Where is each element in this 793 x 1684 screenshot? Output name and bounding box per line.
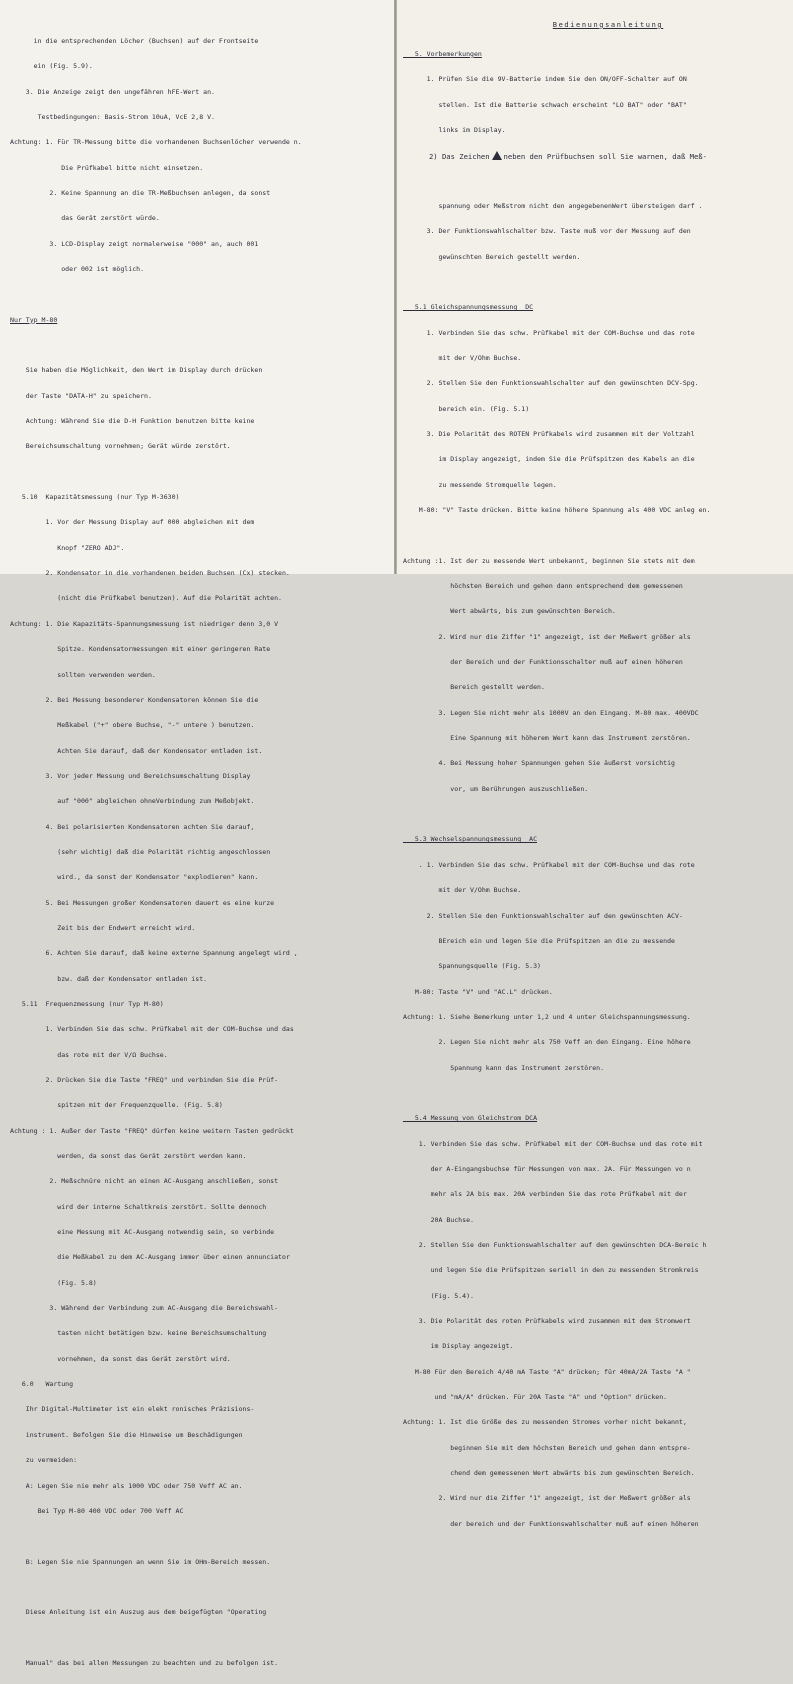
text-line: Spannung kann das Instrument zerstören. bbox=[403, 1063, 605, 1072]
section-heading: 5.4 Messung von Gleichstrom DCA bbox=[403, 1114, 538, 1123]
text-line: 3. Die Polarität des ROTEN Prüfkabels wird zusammen mit der Voltzahl bbox=[403, 429, 695, 438]
text-line: M-80 Für den Bereich 4/40 mA Taste "A" drücken; für 40mA/2A Taste "A " bbox=[403, 1367, 691, 1376]
section-heading: 5.11 Frequenzmessung (nur Typ M-80) bbox=[10, 999, 164, 1008]
text-line: 2. Meßschnüre nicht an einen AC-Ausgang anschließen, sonst bbox=[10, 1177, 279, 1186]
text-line: M-80: "V" Taste drücken. Bitte keine höhere Spannung als 400 VDC anleg en. bbox=[403, 506, 711, 514]
text-line: und "mA/A" drücken. Für 20A Taste "A" und "Option" drücken. bbox=[403, 1393, 668, 1402]
text-line: 2. Bei Messung besonderer Kondensatoren können Sie die bbox=[10, 695, 259, 704]
text-line: werden, da sonst das Gerät zerstört werden kann. bbox=[10, 1152, 247, 1161]
text-line: mit der V/Ohm Buchse. bbox=[403, 886, 522, 895]
text-line: bzw. daß der Kondensator entladen ist. bbox=[10, 974, 208, 983]
text-line: 2. Wird nur die Ziffer "1" angezeigt, ist der Meßwert größer als bbox=[403, 632, 691, 641]
text-line: spannung oder Meßstrom nicht den angegebenenWert übersteigen darf . bbox=[403, 201, 703, 210]
text-line: 3. Vor jeder Messung und Bereichsumschaltung Display bbox=[10, 771, 251, 780]
text-line: 20A Buchse. bbox=[403, 1215, 474, 1224]
text-line: 2. Keine Spannung an die TR-Meßbuchsen anlegen, da sonst bbox=[10, 188, 271, 197]
text-line: Diese Anleitung ist ein Auszug aus dem beigefügten "Operating bbox=[10, 1608, 267, 1617]
text-line: Wert abwärts, bis zum gewünschten Bereich. bbox=[403, 607, 616, 616]
text-line: der bereich und der Funktionswahlschalter muß auf einen höheren bbox=[403, 1519, 699, 1528]
text-line: 2. Stellen Sie den Funktionswahlschalter auf den gewünschten ACV- bbox=[403, 911, 683, 920]
text-line: das rote mit der V/Ω Buchse. bbox=[10, 1050, 168, 1059]
text-line: beginnen Sie mit dem höchsten Bereich und gehen dann entspre- bbox=[403, 1443, 691, 1452]
text-fragment: 2) Das Zeichen bbox=[403, 152, 490, 162]
text-line: 2. Legen Sie nicht mehr als 750 Veff an den Eingang. Eine höhere bbox=[403, 1038, 691, 1047]
text-line bbox=[403, 151, 793, 162]
text-line: Achtung: Während Sie die D-H Funktion benutzen bitte keine bbox=[10, 417, 255, 426]
text-line: stellen. Ist die Batterie schwach erscheint "LO BAT" oder "BAT" bbox=[403, 100, 687, 109]
text-line: tasten nicht betätigen bzw. keine Bereichsumschaltung bbox=[10, 1329, 267, 1338]
text-line: Achtung: 1. Siehe Bemerkung unter 1,2 und 4 unter Gleichspannungsmessung. bbox=[403, 1012, 691, 1021]
text-line: 1. Verbinden Sie das schw. Prüfkabel mit der COM-Buchse und das bbox=[10, 1025, 294, 1034]
text-line: Sie haben die Möglichkeit, den Wert im Display durch drücken bbox=[10, 366, 263, 375]
text-line: (sehr wichtig) daß die Polarität richtig angeschlossen bbox=[10, 847, 271, 856]
text-line: Eine Spannung mit höherem Wert kann das Instrument zerstören. bbox=[403, 734, 691, 743]
section-heading: 5. Vorbemerkungen bbox=[403, 49, 482, 58]
text-line: 3. Die Polarität des roten Prüfkabels wird zusammen mit dem Stromwert bbox=[403, 1317, 691, 1325]
text-line: 1. Verbinden Sie das schw. Prüfkabel mit der COM-Buchse und das rote mit bbox=[403, 1139, 703, 1148]
text-line: 2. Drücken Sie die Taste "FREQ" und verbinden Sie die Prüf- bbox=[10, 1076, 279, 1084]
text-line: 6. Achten Sie darauf, daß keine externe Spannung angelegt wird , bbox=[10, 949, 298, 958]
text-line: 4. Bei Messung hoher Spannungen gehen Sie äußerst vorsichtig bbox=[403, 759, 675, 768]
text-line: oder 002 ist möglich. bbox=[10, 265, 145, 273]
text-line: 1. Verbinden Sie das schw. Prüfkabel mit der COM-Buchse und das rote bbox=[403, 328, 695, 337]
text-line: 3. Während der Verbindung zum AC-Ausgang die Bereichswahl- bbox=[10, 1304, 279, 1313]
text-line: auf "000" abgleichen ohneVerbindung zum Meßobjekt. bbox=[10, 797, 255, 806]
text-line: gewünschten Bereich gestellt werden. bbox=[403, 252, 581, 261]
text-line: 3. Der Funktionswahlschalter bzw. Taste muß vor der Messung auf den bbox=[403, 227, 691, 236]
text-line: (Fig. 5.4). bbox=[403, 1291, 474, 1300]
text-line: 4. Bei polarisierten Kondensatoren achten Sie darauf, bbox=[10, 822, 255, 831]
text-line: Zeit bis der Endwert erreicht wird. bbox=[10, 923, 196, 932]
text-line: Achten Sie darauf, daß der Kondensator entladen ist. bbox=[10, 746, 263, 755]
text-line: Ihr Digital-Multimeter ist ein elekt ronisches Präzisions- bbox=[10, 1405, 255, 1414]
text-line: chend dem gemessenen Wert abwärts bis zum gewünschten Bereich. bbox=[403, 1469, 695, 1478]
section-heading: 6.0 Wartung bbox=[10, 1380, 74, 1389]
text-line: höchsten Bereich und gehen dann entsprechend dem gemessenen bbox=[403, 582, 683, 591]
text-line: vornehmen, da sonst das Gerät zerstört wird. bbox=[10, 1354, 231, 1363]
text-line: bereich ein. (Fig. 5.1) bbox=[403, 404, 530, 413]
text-line: 2. Wird nur die Ziffer "1" angezeigt, ist der Meßwert größer als bbox=[403, 1494, 691, 1503]
text-line: mit der V/Ohm Buchse. bbox=[403, 353, 522, 362]
text-line bbox=[403, 810, 793, 818]
text-fragment: neben den Prüfbuchsen soll Sie warnen, daß Meß- bbox=[503, 152, 707, 162]
section-heading: 5.10 Kapazitätsmessung (nur Typ M-3630) bbox=[10, 493, 180, 502]
text-line: M-80: Taste "V" und "AC.L" drücken. bbox=[403, 987, 553, 996]
text-line: 2. Stellen Sie den Funktionswahlschalter auf den gewünschten DCA-Bereic h bbox=[403, 1240, 707, 1249]
text-line bbox=[10, 1583, 394, 1591]
text-line: Achtung: 1. Die Kapazitäts-Spannungsmessung ist niedriger denn 3,0 V bbox=[10, 619, 279, 628]
text-line: ein (Fig. 5.9). bbox=[10, 62, 93, 71]
text-line: 2. Kondensator in die vorhandenen beiden Buchsen (Cx) stecken. bbox=[10, 569, 290, 578]
text-line: Achtung: 1. Für TR-Messung bitte die vorhandenen Buchsenlöcher verwende n. bbox=[10, 138, 302, 147]
text-line bbox=[10, 1634, 394, 1642]
text-line: 1. Prüfen Sie die 9V-Batterie indem Sie den ON/OFF-Schalter auf ON bbox=[403, 75, 687, 84]
text-line: Achtung : 1. Außer der Taste "FREQ" dürfen keine weitern Tasten gedrückt bbox=[10, 1126, 294, 1135]
text-line: sollten verwenden werden. bbox=[10, 670, 156, 679]
text-line: mehr als 2A bis max. 20A verbinden Sie das rote Prüfkabel mit der bbox=[403, 1190, 687, 1199]
text-line: 5. Bei Messungen großer Kondensatoren dauert es eine kurze bbox=[10, 898, 275, 907]
text-line: Bei Typ M-80 400 VDC oder 700 Veff AC bbox=[10, 1506, 184, 1515]
section-heading: Nur Typ M-80 bbox=[10, 315, 58, 324]
text-line: Testbedingungen: Basis-Strom 10uA, VcE 2,8 V. bbox=[10, 112, 215, 121]
text-line: 1. Vor der Messung Display auf 000 abgleichen mit dem bbox=[10, 518, 255, 527]
text-line: . 1. Verbinden Sie das schw. Prüfkabel mit der COM-Buchse und das rote bbox=[403, 860, 695, 869]
text-line bbox=[10, 341, 394, 349]
text-line: im Display angezeigt, indem Sie die Prüfspitzen des Kabels an die bbox=[403, 455, 695, 464]
text-line: Manual" das bei allen Messungen zu beachten und zu befolgen ist. bbox=[10, 1658, 279, 1667]
text-line: vor, um Berührungen auszuschließen. bbox=[403, 784, 589, 793]
text-line: zu vermeiden: bbox=[10, 1456, 78, 1465]
text-line: Achtung :1. Ist der zu messende Wert unbekannt, beginnen Sie stets mit dem bbox=[403, 556, 695, 565]
text-line: Spannungsquelle (Fig. 5.3) bbox=[403, 962, 541, 971]
text-line: spitzen mit der Frequenzquelle. (Fig. 5.8) bbox=[10, 1101, 223, 1110]
text-line: Achtung: 1. Ist die Größe des zu messenden Stromes vorher nicht bekannt, bbox=[403, 1418, 687, 1427]
text-line bbox=[403, 177, 793, 185]
text-line: BEreich ein und legen Sie die Prüfspitzen an die zu messende bbox=[403, 936, 675, 945]
text-line: Bereichsumschaltung vornehmen; Gerät würde zerstört. bbox=[10, 442, 231, 451]
text-line: im Display angezeigt. bbox=[403, 1342, 514, 1351]
text-line: Die Prüfkabel bitte nicht einsetzen. bbox=[10, 163, 204, 172]
text-line: der Taste "DATA-H" zu speichern. bbox=[10, 391, 152, 400]
right-page bbox=[397, 0, 793, 1528]
text-line: A: Legen Sie nie mehr als 1000 VDC oder 750 Veff AC an. bbox=[10, 1481, 243, 1490]
text-line: (nicht die Prüfkabel benutzen). Auf die Polarität achten. bbox=[10, 594, 282, 603]
text-line bbox=[10, 1532, 394, 1540]
text-line: in die entsprechenden Löcher (Buchsen) auf der Frontseite bbox=[10, 36, 259, 45]
section-heading: 5.1 Gleichspannungsmessung DC bbox=[403, 303, 534, 312]
text-line: (Fig. 5.8) bbox=[10, 1278, 97, 1287]
text-line: 3. Die Anzeige zeigt den ungefähren hFE-Wert an. bbox=[10, 87, 215, 96]
text-line: Bereich gestellt werden. bbox=[403, 683, 545, 692]
text-line: zu messende Stromquelle legen. bbox=[403, 480, 557, 489]
text-line: wird., da sonst der Kondensator "explodieren" kann. bbox=[10, 873, 259, 882]
text-line: wird der interne Schaltkreis zerstört. Sollte dennoch bbox=[10, 1202, 267, 1211]
text-line: instrument. Befolgen Sie die Hinweise um Beschädigungen bbox=[10, 1430, 243, 1439]
text-line: eine Messung mit AC-Ausgang notwendig sein, so verbinde bbox=[10, 1228, 275, 1237]
text-line: Spitze. Kondensatormessungen mit einer geringeren Rate bbox=[10, 645, 271, 654]
text-line: 3. LCD-Display zeigt normalerweise "000" an, auch 001 bbox=[10, 239, 259, 248]
text-line bbox=[403, 278, 793, 286]
warning-triangle-icon bbox=[492, 151, 502, 160]
text-line: und legen Sie die Prüfspitzen seriell in den zu messenden Stromkreis bbox=[403, 1266, 699, 1275]
text-line bbox=[10, 290, 394, 298]
text-line: links im Display. bbox=[403, 125, 506, 134]
text-line: der Bereich und der Funktionsschalter muß auf einen höheren bbox=[403, 658, 683, 667]
text-line: 3. Legen Sie nicht mehr als 1000V an den Eingang. M-80 max. 400VDC bbox=[403, 708, 699, 717]
text-line: der A-Eingangsbuchse für Messungen von max. 2A. Für Messungen vo n bbox=[403, 1164, 691, 1173]
page-title: Bedienungsanleitung bbox=[552, 20, 664, 29]
text-line: das Gerät zerstört würde. bbox=[10, 214, 160, 223]
text-line: Meßkabel ("+" obere Buchse, "-" untere ) benutzen. bbox=[10, 721, 255, 730]
text-line: 2. Stellen Sie den Funktionswahlschalter auf den gewünschten DCV-Spg. bbox=[403, 379, 699, 388]
text-line bbox=[403, 1089, 793, 1097]
left-page bbox=[0, 0, 394, 1667]
text-line bbox=[10, 468, 394, 476]
text-line: B: Legen Sie nie Spannungen an wenn Sie im OHm-Bereich messen. bbox=[10, 1557, 271, 1566]
text-line bbox=[403, 531, 793, 539]
section-heading: 5.3 Wechselspannungsmessung AC bbox=[403, 835, 538, 844]
text-line: die Meßkabel zu dem AC-Ausgang immer über einen annunciator bbox=[10, 1253, 290, 1262]
text-line: Knopf "ZERO ADJ". bbox=[10, 543, 125, 552]
